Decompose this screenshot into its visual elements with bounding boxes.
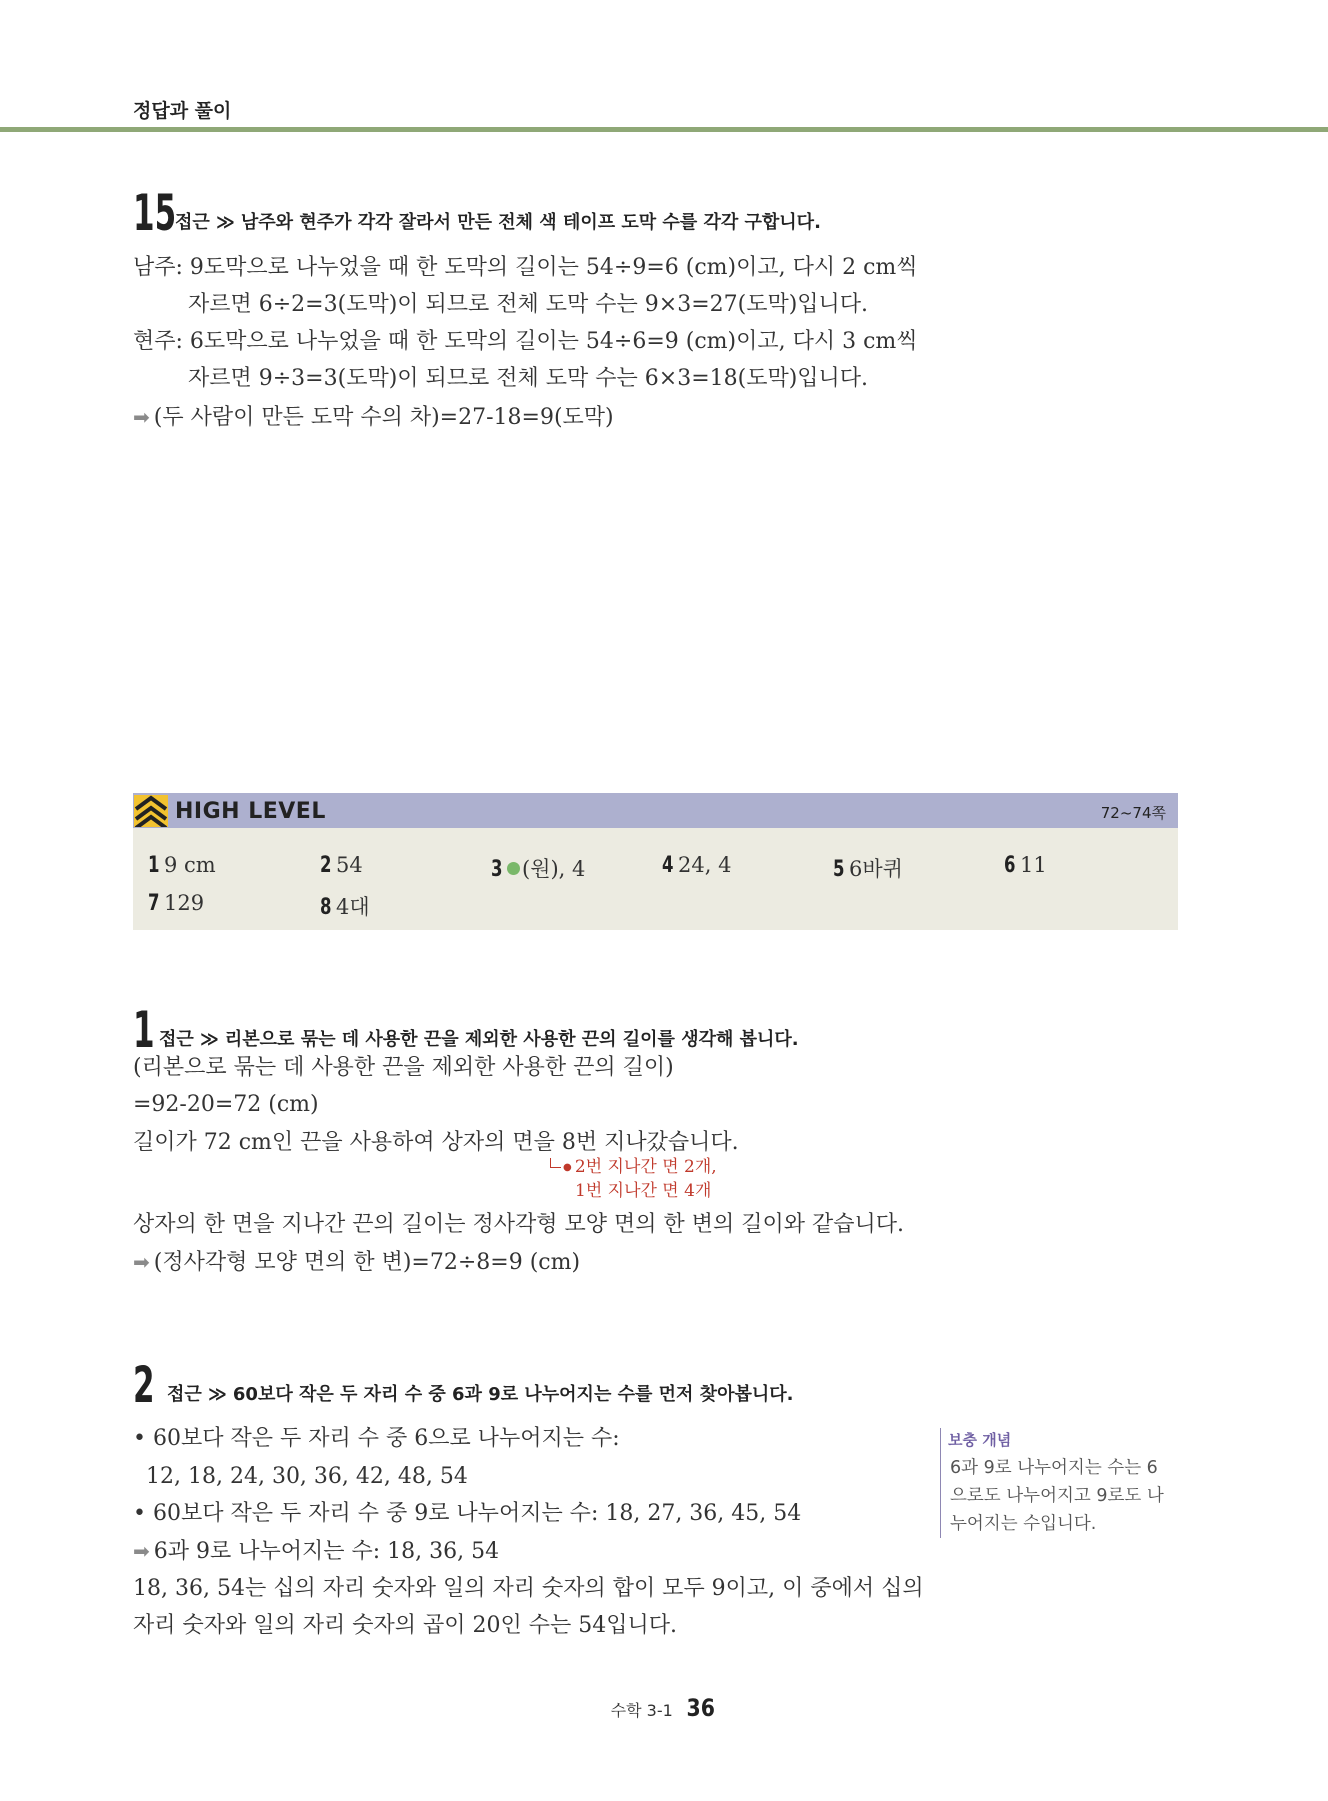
side-note-title: 보충 개념 (948, 1431, 1012, 1449)
high-level-pages: 72~74쪽 (1100, 804, 1166, 822)
answer-text: 6바퀴 (849, 857, 903, 881)
problem-1-heading (133, 1001, 799, 1059)
side-note-text (950, 1454, 1182, 1538)
answers-panel (133, 828, 1178, 930)
answer-number: 3 (491, 857, 503, 882)
approach-text (159, 1025, 799, 1051)
answer-item (491, 853, 585, 883)
answer-number: 7 (148, 891, 160, 916)
approach-tag: 접근 ≫ (167, 1384, 227, 1405)
p1-line-3: 길이가 72 cm인 끈을 사용하여 상자의 면을 8번 지나갔습니다. (133, 1130, 739, 1155)
answer-item (148, 853, 216, 878)
approach-text (167, 1380, 793, 1406)
arrow-icon: ➡ (133, 405, 150, 429)
header-rule (0, 127, 1328, 132)
answer-text: 4대 (336, 895, 370, 919)
answer-item (662, 853, 731, 878)
chevron-up-icon (134, 795, 168, 827)
answer-text: 54 (336, 853, 363, 877)
p2-conclusion (133, 1537, 499, 1566)
problem-number: 2 (133, 1356, 155, 1414)
p15-line-1: 남주: 9도막으로 나누었을 때 한 도막의 길이는 54÷9=6 (cm)이고, 다시 2 cm씩 (133, 255, 918, 280)
footer-subject: 수학 3-1 (610, 1701, 673, 1720)
page-number: 36 (686, 1694, 715, 1722)
note-bracket (550, 1158, 561, 1168)
arrow-icon: ➡ (133, 1539, 150, 1563)
answer-number: 1 (148, 853, 160, 878)
p15-line-2: 자르면 6÷2=3(도막)이 되므로 전체 도막 수는 9×3=27(도막)입니다. (188, 292, 869, 317)
answer-item (320, 891, 370, 921)
answer-text: 11 (1020, 853, 1047, 877)
answer-number: 2 (320, 853, 332, 878)
answer-item (1004, 853, 1047, 878)
answer-item (148, 891, 204, 916)
p2-final-line-1: 18, 36, 54는 십의 자리 숫자와 일의 자리 숫자의 합이 모두 9이고, 이 중에서 십의 (133, 1576, 924, 1601)
answer-text: 24, 4 (678, 853, 732, 877)
arrow-icon: ➡ (133, 1250, 150, 1274)
answer-number: 4 (662, 853, 674, 878)
p1-conclusion (133, 1248, 580, 1277)
answer-text: 9 cm (164, 853, 216, 877)
answer-number: 5 (833, 857, 845, 882)
problem-number: 1 (133, 1001, 155, 1059)
approach-tag: 접근 ≫ (159, 1029, 219, 1050)
note-text: 2번 지나간 면 2개, (574, 1157, 717, 1177)
p1-line-4: 상자의 한 면을 지나간 끈의 길이는 정사각형 모양 면의 한 변의 길이와 같습니다. (133, 1212, 904, 1237)
answer-number: 8 (320, 895, 332, 920)
problem-15-heading (133, 184, 821, 242)
side-note-line: 6과 9로 나누어지는 수는 6 (950, 1458, 1158, 1478)
p1-conclusion-text: (정사각형 모양 면의 한 변)=72÷8=9 (cm) (153, 1250, 581, 1275)
p1-line-1: (리본으로 묶는 데 사용한 끈을 제외한 사용한 끈의 길이) (133, 1055, 674, 1080)
running-header: 정답과 풀이 (133, 100, 232, 122)
side-note-line: 으로도 나누어지고 9로도 나 (950, 1486, 1164, 1506)
p2-conclusion-text: 6과 9로 나누어지는 수: 18, 36, 54 (153, 1539, 500, 1564)
p2-final-line-2: 자리 숫자와 일의 자리 숫자의 곱이 20인 수는 54입니다. (133, 1613, 677, 1638)
high-level-title: HIGH LEVEL (175, 799, 326, 824)
page-footer (0, 1694, 1328, 1722)
p2-line-1: • 60보다 작은 두 자리 수 중 6으로 나누어지는 수: (133, 1426, 620, 1451)
green-circle-icon (507, 862, 520, 875)
problem-2-heading (133, 1356, 794, 1414)
approach-desc: 리본으로 묶는 데 사용한 끈을 제외한 사용한 끈의 길이를 생각해 봅니다. (224, 1029, 799, 1050)
p15-conclusion (133, 403, 614, 432)
p15-line-3: 현주: 6도막으로 나누었을 때 한 도막의 길이는 54÷6=9 (cm)이고, 다시 3 cm씩 (133, 329, 918, 354)
answer-text: 129 (164, 891, 205, 915)
approach-desc: 60보다 작은 두 자리 수 중 6과 9로 나누어지는 수를 먼저 찾아봅니다. (232, 1384, 794, 1405)
answer-number: 6 (1004, 853, 1016, 878)
approach-text (175, 208, 821, 234)
answer-item (320, 853, 363, 878)
approach-tag: 접근 ≫ (175, 212, 235, 233)
answer-item (833, 853, 903, 883)
p2-line-3: • 60보다 작은 두 자리 수 중 9로 나누어지는 수: 18, 27, 36, 45, 54 (133, 1501, 802, 1526)
p1-note-1: ● 2번 지나간 면 2개, (563, 1157, 717, 1177)
p1-line-2: =92-20=72 (cm) (133, 1092, 319, 1117)
problem-number: 15 (133, 184, 177, 242)
p2-line-2: 12, 18, 24, 30, 36, 42, 48, 54 (146, 1464, 468, 1489)
p15-conclusion-text: (두 사람이 만든 도막 수의 차)=27-18=9(도막) (153, 405, 614, 430)
side-note-line: 누어지는 수입니다. (950, 1514, 1097, 1534)
approach-desc: 남주와 현주가 각각 잘라서 만든 전체 색 테이프 도막 수를 각각 구합니다. (240, 212, 821, 233)
answer-text: (원), 4 (522, 857, 586, 881)
p1-note-2: 1번 지나간 면 4개 (575, 1181, 712, 1201)
p15-line-4: 자르면 9÷3=3(도막)이 되므로 전체 도막 수는 6×3=18(도막)입니다. (188, 366, 869, 391)
